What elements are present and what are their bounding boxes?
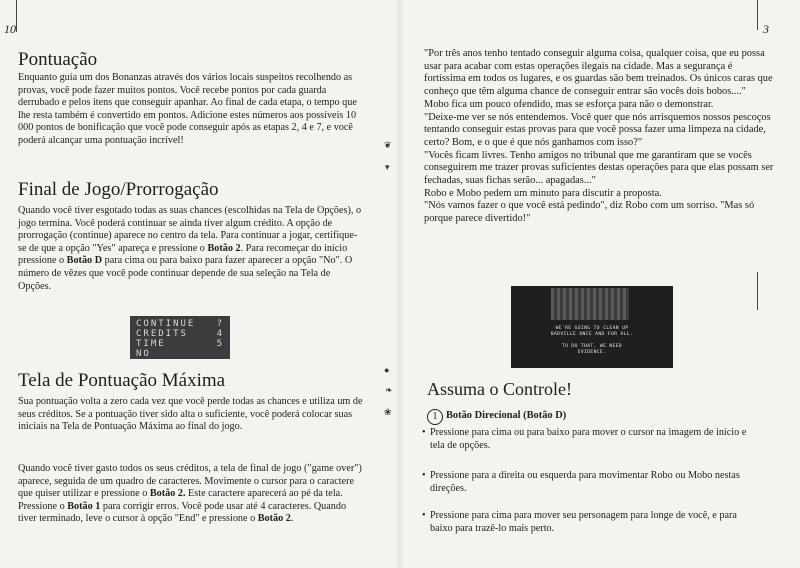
heading-final-de-jogo: Final de Jogo/Prorrogação xyxy=(18,179,219,200)
bullet-dot-icon: • xyxy=(422,470,426,481)
game-screenshot-image xyxy=(511,286,673,368)
story-paragraph: "Deixe-me ver se nós entendemos. Você quer que nós arrisquemos nossos pescoços tentando conseguir estas provas para que você possa fazer uma limpeza na cidade, certo? Bom, e o que é que nós ganhamos com isso?" xyxy=(424,111,771,148)
story-paragraph: "Por três anos tenho tentado conseguir alguma coisa, qualquer coisa, que eu possa usar para acabar com estas operações ilegais na cidade. Mas a segurança é fortíssima em todos os lugares, e os guardas são bem treinados. Os únicos caras que conheço que têm alguma chance de conseguir entrar são vocês dois bobos...." xyxy=(424,48,773,98)
paragraph-final-de-jogo xyxy=(18,205,364,293)
story-text xyxy=(424,48,774,226)
margin-mark-icon: ❦ xyxy=(384,140,392,150)
continue-value: ? xyxy=(216,319,224,329)
text-segment: . Para recomeçar do início pressione o xyxy=(18,242,348,267)
text-segment: . xyxy=(290,513,294,525)
page-margin-line xyxy=(757,272,758,310)
time-row xyxy=(136,339,224,349)
caption-line: WE'RE GOING TO CLEAN UP xyxy=(555,326,629,331)
paragraph-tela-2 xyxy=(18,463,364,526)
number-circle: 1 xyxy=(427,409,443,425)
heading-assuma-o-controle: Assuma o Controle! xyxy=(427,379,572,399)
bullet-dot-icon: • xyxy=(422,427,426,438)
heading-tela-pontuacao-maxima: Tela de Pontuação Máxima xyxy=(18,370,226,391)
margin-mark-icon: ❀ xyxy=(384,407,392,417)
story-paragraph: "Nós vamos fazer o que você está pedindo", diz Robo com um sorriso. "Mas só porque parece divertido!" xyxy=(424,200,755,225)
bullet-item xyxy=(422,470,760,495)
time-value: 5 xyxy=(216,339,224,349)
margin-mark-icon: ● xyxy=(384,365,390,375)
margin-mark-icon: ❧ xyxy=(385,385,393,395)
margin-mark-icon: ▾ xyxy=(385,162,390,172)
game-scene xyxy=(551,288,629,320)
bold-button-name: Botão 1 xyxy=(67,500,101,512)
bold-button-name: Botão 2. xyxy=(149,488,186,500)
paragraph-tela-1: Sua pontuação volta a zero cada vez que você perde todas as chances e utiliza um de seus créditos. Se a pontuação tiver sido alta o suficiente, você poderá colocar suas iniciais na Tela de Pontuação Máxima ao final do jogo. xyxy=(18,396,363,433)
no-label: NO xyxy=(136,349,151,359)
text-segment: Este caractere aparecerá ao pé da tela. Pressione o xyxy=(18,488,343,512)
credits-row xyxy=(136,329,224,339)
bold-button-name: Botão D xyxy=(66,255,103,267)
bullet-item xyxy=(422,510,760,535)
continue-row xyxy=(136,319,224,329)
bullet-text: Pressione para cima ou para baixo para mover o cursor na imagem de início e tela de opções. xyxy=(430,427,747,451)
story-paragraph: Mobo fica um pouco ofendido, mas se esforça para não o demonstrar. xyxy=(424,98,714,110)
no-row xyxy=(136,349,224,359)
screenshot-caption xyxy=(511,326,673,338)
subheading-botao-direcional: Botão Direcional (Botão D) xyxy=(446,410,567,421)
caption-line: EVIDENCE. xyxy=(577,350,607,355)
book-spine xyxy=(396,0,404,568)
page-corner-line xyxy=(16,0,17,32)
text-segment: Quando você tiver gasto todos os seus créditos, a tela de final de jogo ("game over") aparece, seguida de um quadro de caracteres. Movimente o cursor para o caractere que quiser utilizar e pressione o xyxy=(18,463,362,500)
bold-button-name: Botão 2 xyxy=(257,513,291,525)
bullet-text: Pressione para a direita ou esquerda para movimentar Robo ou Mobo nestas direções. xyxy=(430,470,740,494)
bullet-item xyxy=(422,427,760,452)
time-label: TIME xyxy=(136,339,166,349)
paragraph-pontuacao: Enquanto guia um dos Bonanzas através dos vários locais suspeitos recolhendo as provas, você pode fazer muitos pontos. Você recebe pontos por cada guarda derrubado e pelos itens que conseguir apanhar. Ao final de cada etapa, o tempo que lhe resta também é convertido em pontos. Adicione estes números aos possíveis 10 000 pontos de bonificação que você pode conseguir após as etapas 2, 4 e 7, e você poderá alcançar uma pontuação incrível! xyxy=(18,72,357,146)
bullet-dot-icon: • xyxy=(422,510,426,521)
heading-pontuacao: Pontuação xyxy=(18,49,98,70)
continue-screen-image xyxy=(130,316,230,359)
bullet-text: Pressione para cima para mover seu personagem para longe de você, e para baixo para trazê-lo mais perto. xyxy=(430,510,737,534)
screenshot-caption xyxy=(511,344,673,356)
text-segment: Quando você tiver esgotado todas as suas chances (escolhidas na Tela de Opções), o jogo termina. Você poderá continuar se ainda tiver algum crédito. A opção de prorrogação (continue) aparece no centro da tela. Para continuar a jogar, certifique-se de que a opção "Yes" apareça e pressione o xyxy=(18,205,362,254)
page-corner-line xyxy=(757,0,758,30)
text-segment: para corrigir erros. Você pode usar até 4 caracteres. Quando tiver terminado, leve o cursor à opção "End" e pressione o xyxy=(18,500,347,525)
continue-label: CONTINUE xyxy=(136,319,196,329)
story-paragraph: Robo e Mobo pedem um minuto para discutir a proposta. xyxy=(424,187,662,199)
credits-label: CREDITS xyxy=(136,329,188,339)
bold-button-name: Botão 2 xyxy=(207,242,241,254)
text-segment: para cima ou para baixo para fazer aparecer a opção "No". O número de vêzes que você pode continuar depende de sua seleção na Tela de Opções. xyxy=(18,255,353,292)
credits-value: 4 xyxy=(216,329,224,339)
caption-line: BADVILLE ONCE AND FOR ALL. xyxy=(550,332,634,337)
page-number-left: 10 xyxy=(4,22,16,36)
page-number-right: 3 xyxy=(763,22,769,36)
story-paragraph: "Vocês ficam livres. Tenho amigos no tribunal que me garantiram que se vocês conseguirem me trazer provas suficientes destas operações para que elas possam ser fechadas, suas fichas serão... apagadas..." xyxy=(424,149,774,187)
caption-line: TO DO THAT, WE NEED xyxy=(561,344,623,349)
